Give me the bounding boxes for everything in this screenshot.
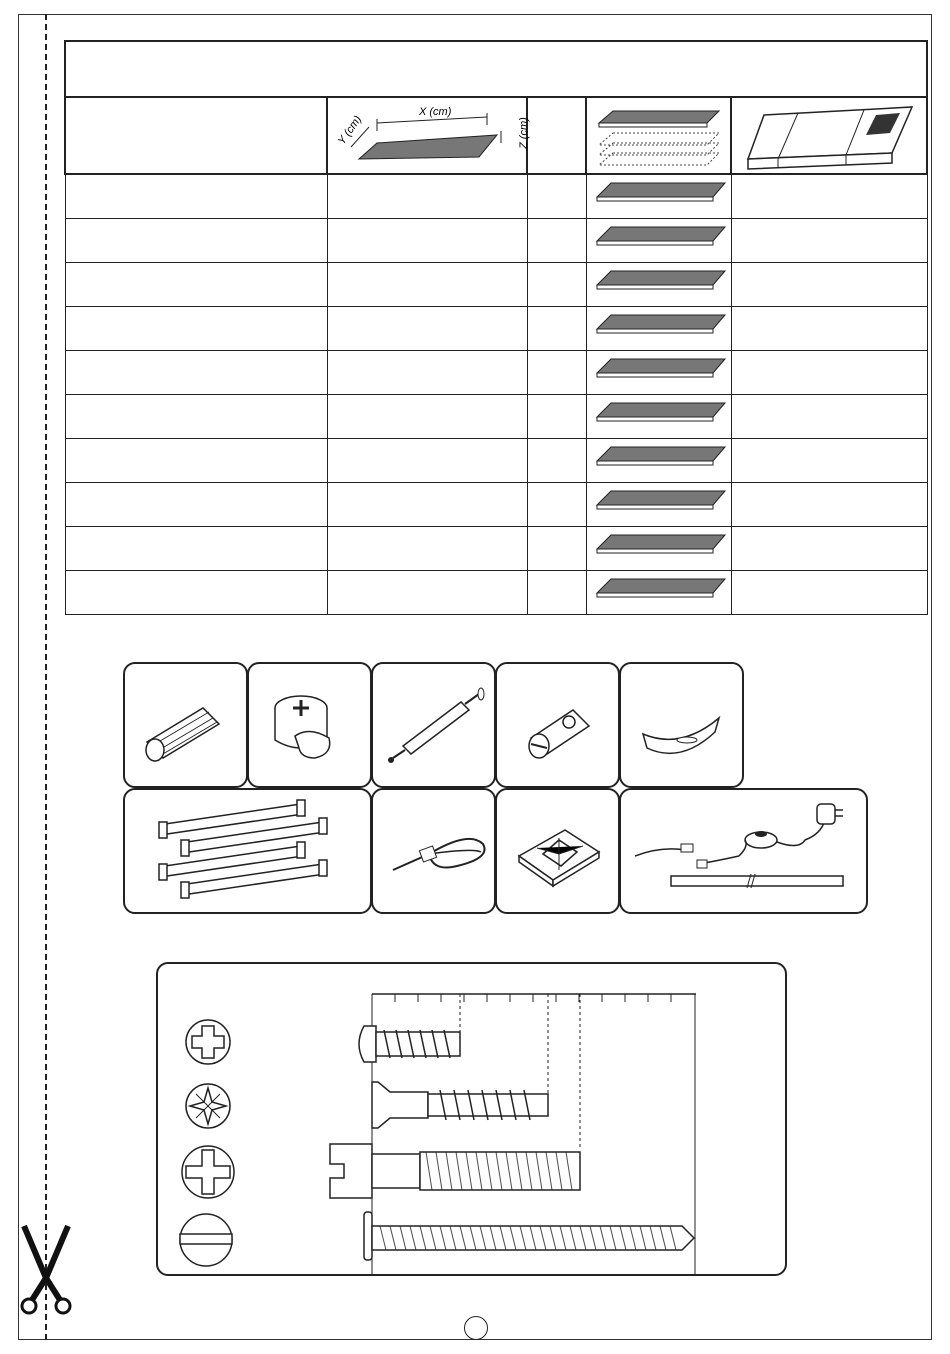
cam-lock-icon (249, 664, 370, 786)
glue-syringe-icon (373, 664, 494, 786)
part-dimensions (327, 571, 527, 615)
hanging-rails-icon (125, 790, 370, 912)
header-dimensions (327, 97, 530, 174)
hardware-box-cable-mount (495, 788, 620, 914)
table-row (65, 307, 927, 351)
table-row (65, 571, 927, 615)
hardware-box-glue (371, 662, 496, 788)
panel-thumbnail (586, 395, 731, 439)
header-panel-stack (586, 97, 731, 174)
part-quantity (527, 395, 586, 439)
table-row (65, 219, 927, 263)
part-quantity (527, 439, 586, 483)
panel-thumbnail (586, 483, 731, 527)
panel-thumbnail (586, 307, 731, 351)
part-name (65, 351, 327, 395)
part-package (731, 571, 927, 615)
part-dimensions (327, 351, 527, 395)
cam-nut-icon (497, 664, 618, 786)
part-name (65, 307, 327, 351)
part-dimensions (327, 439, 527, 483)
screw-short (359, 1026, 460, 1062)
parts-table (64, 40, 928, 615)
dimension-x-label: X (cm) (419, 105, 452, 118)
table-row (65, 439, 927, 483)
torx-pozi-head-icon (186, 1084, 230, 1128)
part-quantity (527, 527, 586, 571)
part-package (731, 351, 927, 395)
part-dimensions (327, 483, 527, 527)
table-row (65, 527, 927, 571)
panel-thumbnail (586, 351, 731, 395)
part-package (731, 174, 927, 219)
part-name (65, 571, 327, 615)
part-quantity (527, 571, 586, 615)
part-name (65, 219, 327, 263)
part-name (65, 483, 327, 527)
part-quantity (527, 483, 586, 527)
phillips-head-icon (182, 1146, 234, 1198)
part-name (65, 439, 327, 483)
hardware-box-dowel (123, 662, 248, 788)
part-package (731, 527, 927, 571)
hardware-box-cam-nut (495, 662, 620, 788)
part-name (65, 395, 327, 439)
screw-connector-bolt (330, 1144, 580, 1198)
header-quantity (527, 97, 586, 174)
part-dimensions (327, 219, 527, 263)
screw-long-slotted (364, 1212, 694, 1260)
table-row (65, 351, 927, 395)
hardware-box-shelf-clip (619, 662, 744, 788)
page-number (464, 1316, 488, 1340)
part-dimensions (327, 527, 527, 571)
shelf-clip-icon (621, 664, 742, 786)
part-dimensions (327, 263, 527, 307)
part-quantity (527, 263, 586, 307)
table-title (65, 41, 927, 97)
dimension-z-label: Z (cm) (518, 116, 530, 149)
part-package (731, 263, 927, 307)
part-dimensions (327, 307, 527, 351)
panel-thumbnail (586, 174, 731, 219)
part-package (731, 395, 927, 439)
led-light-kit-icon (621, 790, 866, 912)
table-row (65, 395, 927, 439)
hardware-box-rails (123, 788, 372, 914)
panel-dimension-icon (329, 101, 530, 171)
part-package (731, 483, 927, 527)
panel-stack-icon (589, 101, 729, 171)
panel-thumbnail (586, 219, 731, 263)
part-quantity (527, 219, 586, 263)
scissors-icon (16, 1222, 76, 1316)
wooden-dowel-icon (125, 664, 246, 786)
package-box-icon (736, 101, 922, 171)
cut-line (45, 14, 47, 1340)
part-package (731, 439, 927, 483)
part-quantity (527, 351, 586, 395)
cable-tie-icon (373, 790, 494, 912)
panel-thumbnail (586, 527, 731, 571)
cable-mount-icon (497, 790, 618, 912)
slotted-head-icon (180, 1214, 232, 1266)
table-row (65, 174, 927, 219)
header-package (731, 97, 927, 174)
screw-euro (372, 1082, 548, 1128)
pozidriv-head-icon (186, 1020, 230, 1064)
part-quantity (527, 174, 586, 219)
table-row (65, 483, 927, 527)
dimension-y-label: Y (cm) (335, 113, 365, 147)
header-part-name (65, 97, 327, 174)
part-name (65, 174, 327, 219)
hardware-box-cable-tie (371, 788, 496, 914)
part-package (731, 307, 927, 351)
screw-gauge-diagram (158, 964, 785, 1274)
panel-thumbnail (586, 439, 731, 483)
panel-thumbnail (586, 263, 731, 307)
part-dimensions (327, 174, 527, 219)
part-dimensions (327, 395, 527, 439)
hardware-box-cam-lock (247, 662, 372, 788)
part-package (731, 219, 927, 263)
part-quantity (527, 307, 586, 351)
screw-gauge-panel (156, 962, 787, 1276)
hardware-box-led-kit (619, 788, 868, 914)
part-name (65, 527, 327, 571)
table-row (65, 263, 927, 307)
part-name (65, 263, 327, 307)
panel-thumbnail (586, 571, 731, 615)
